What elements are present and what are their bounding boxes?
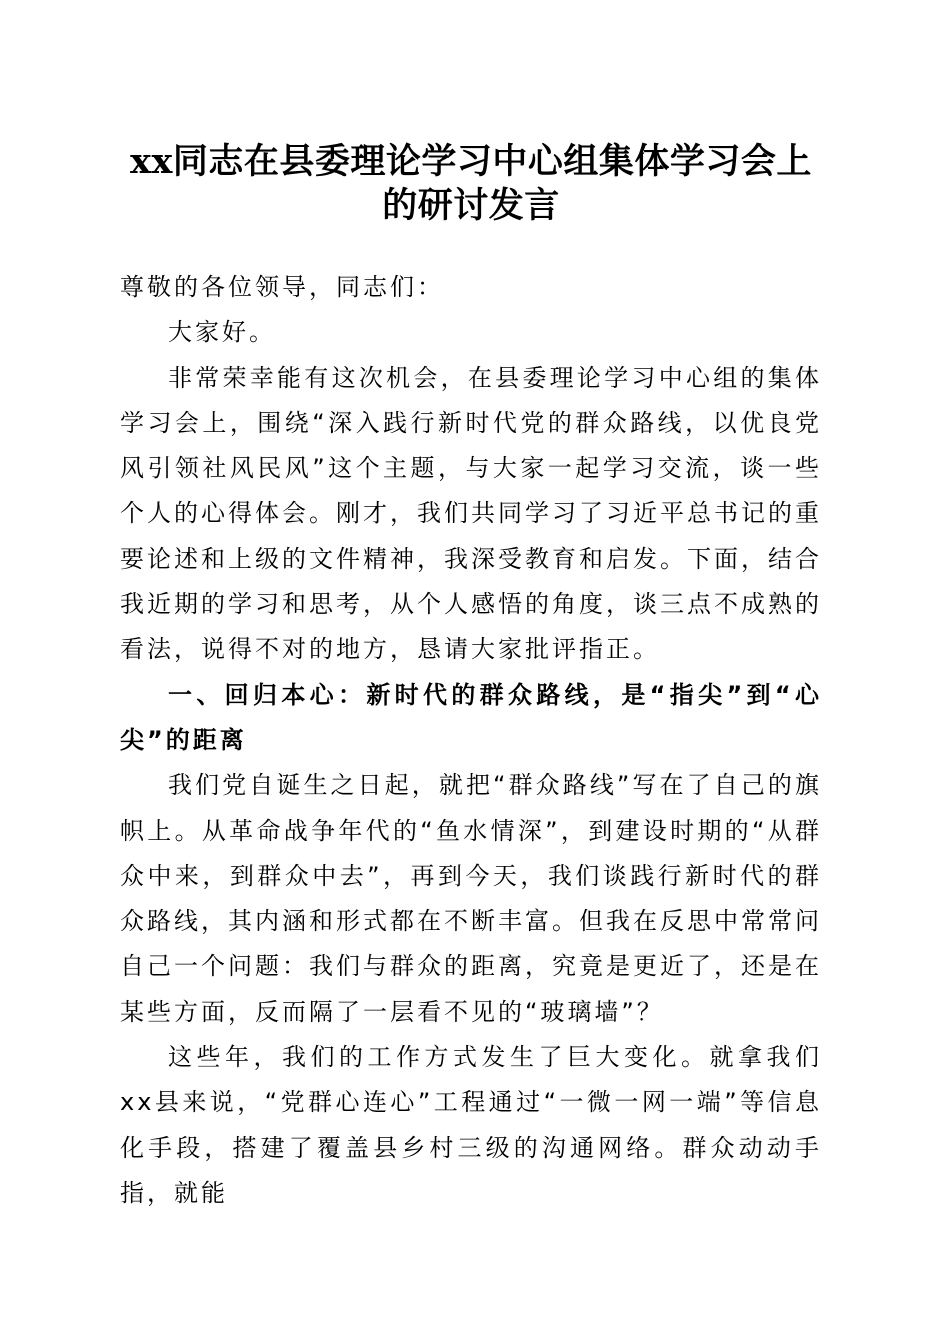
intro-paragraph: 非常荣幸能有这次机会，在县委理论学习中心组的集体学习会上，围绕“深入践行新时代党的群众路线，以优良党风引领社风民风”这个主题，与大家一起学习交流，谈一些个人的心得体会。刚才，我们共同学习了习近平总书记的重要论述和上级的文件精神，我深受教育和启发。下面，结合我近期的学习和思考，从个人感悟的角度，谈三点不成熟的看法，说得不对的地方，恳请大家批评指正。 bbox=[120, 363, 822, 664]
section-1-heading: 一、回归本心：新时代的群众路线，是“指尖”到“心尖”的距离 bbox=[120, 680, 822, 754]
document-body bbox=[120, 265, 822, 1216]
section-1-paragraph-1: 我们党自诞生之日起，就把“群众路线”写在了自己的旗帜上。从革命战争年代的“鱼水情深”，到建设时期的“从群众中来，到群众中去”，再到今天，我们谈践行新时代的群众路线，其内涵和形式都在不断丰富。但我在反思中常常问自己一个问题：我们与群众的距离，究竟是更近了，还是在某些方面，反而隔了一层看不见的“玻璃墙”？ bbox=[120, 771, 822, 1026]
document-title bbox=[120, 140, 822, 228]
title-line-2: 的研讨发言 bbox=[382, 185, 560, 226]
document-page bbox=[120, 140, 822, 1216]
salutation: 尊敬的各位领导，同志们： bbox=[120, 273, 444, 301]
greeting: 大家好。 bbox=[168, 318, 276, 347]
title-line-1: xx同志在县委理论学习中心组集体学习会上 bbox=[130, 141, 812, 182]
section-1-paragraph-2: 这些年，我们的工作方式发生了巨大变化。就拿我们xx县来说，“党群心连心”工程通过“一微一网一端”等信息化手段，搭建了覆盖县乡村三级的沟通网络。群众动动手指，就能 bbox=[120, 1043, 822, 1207]
